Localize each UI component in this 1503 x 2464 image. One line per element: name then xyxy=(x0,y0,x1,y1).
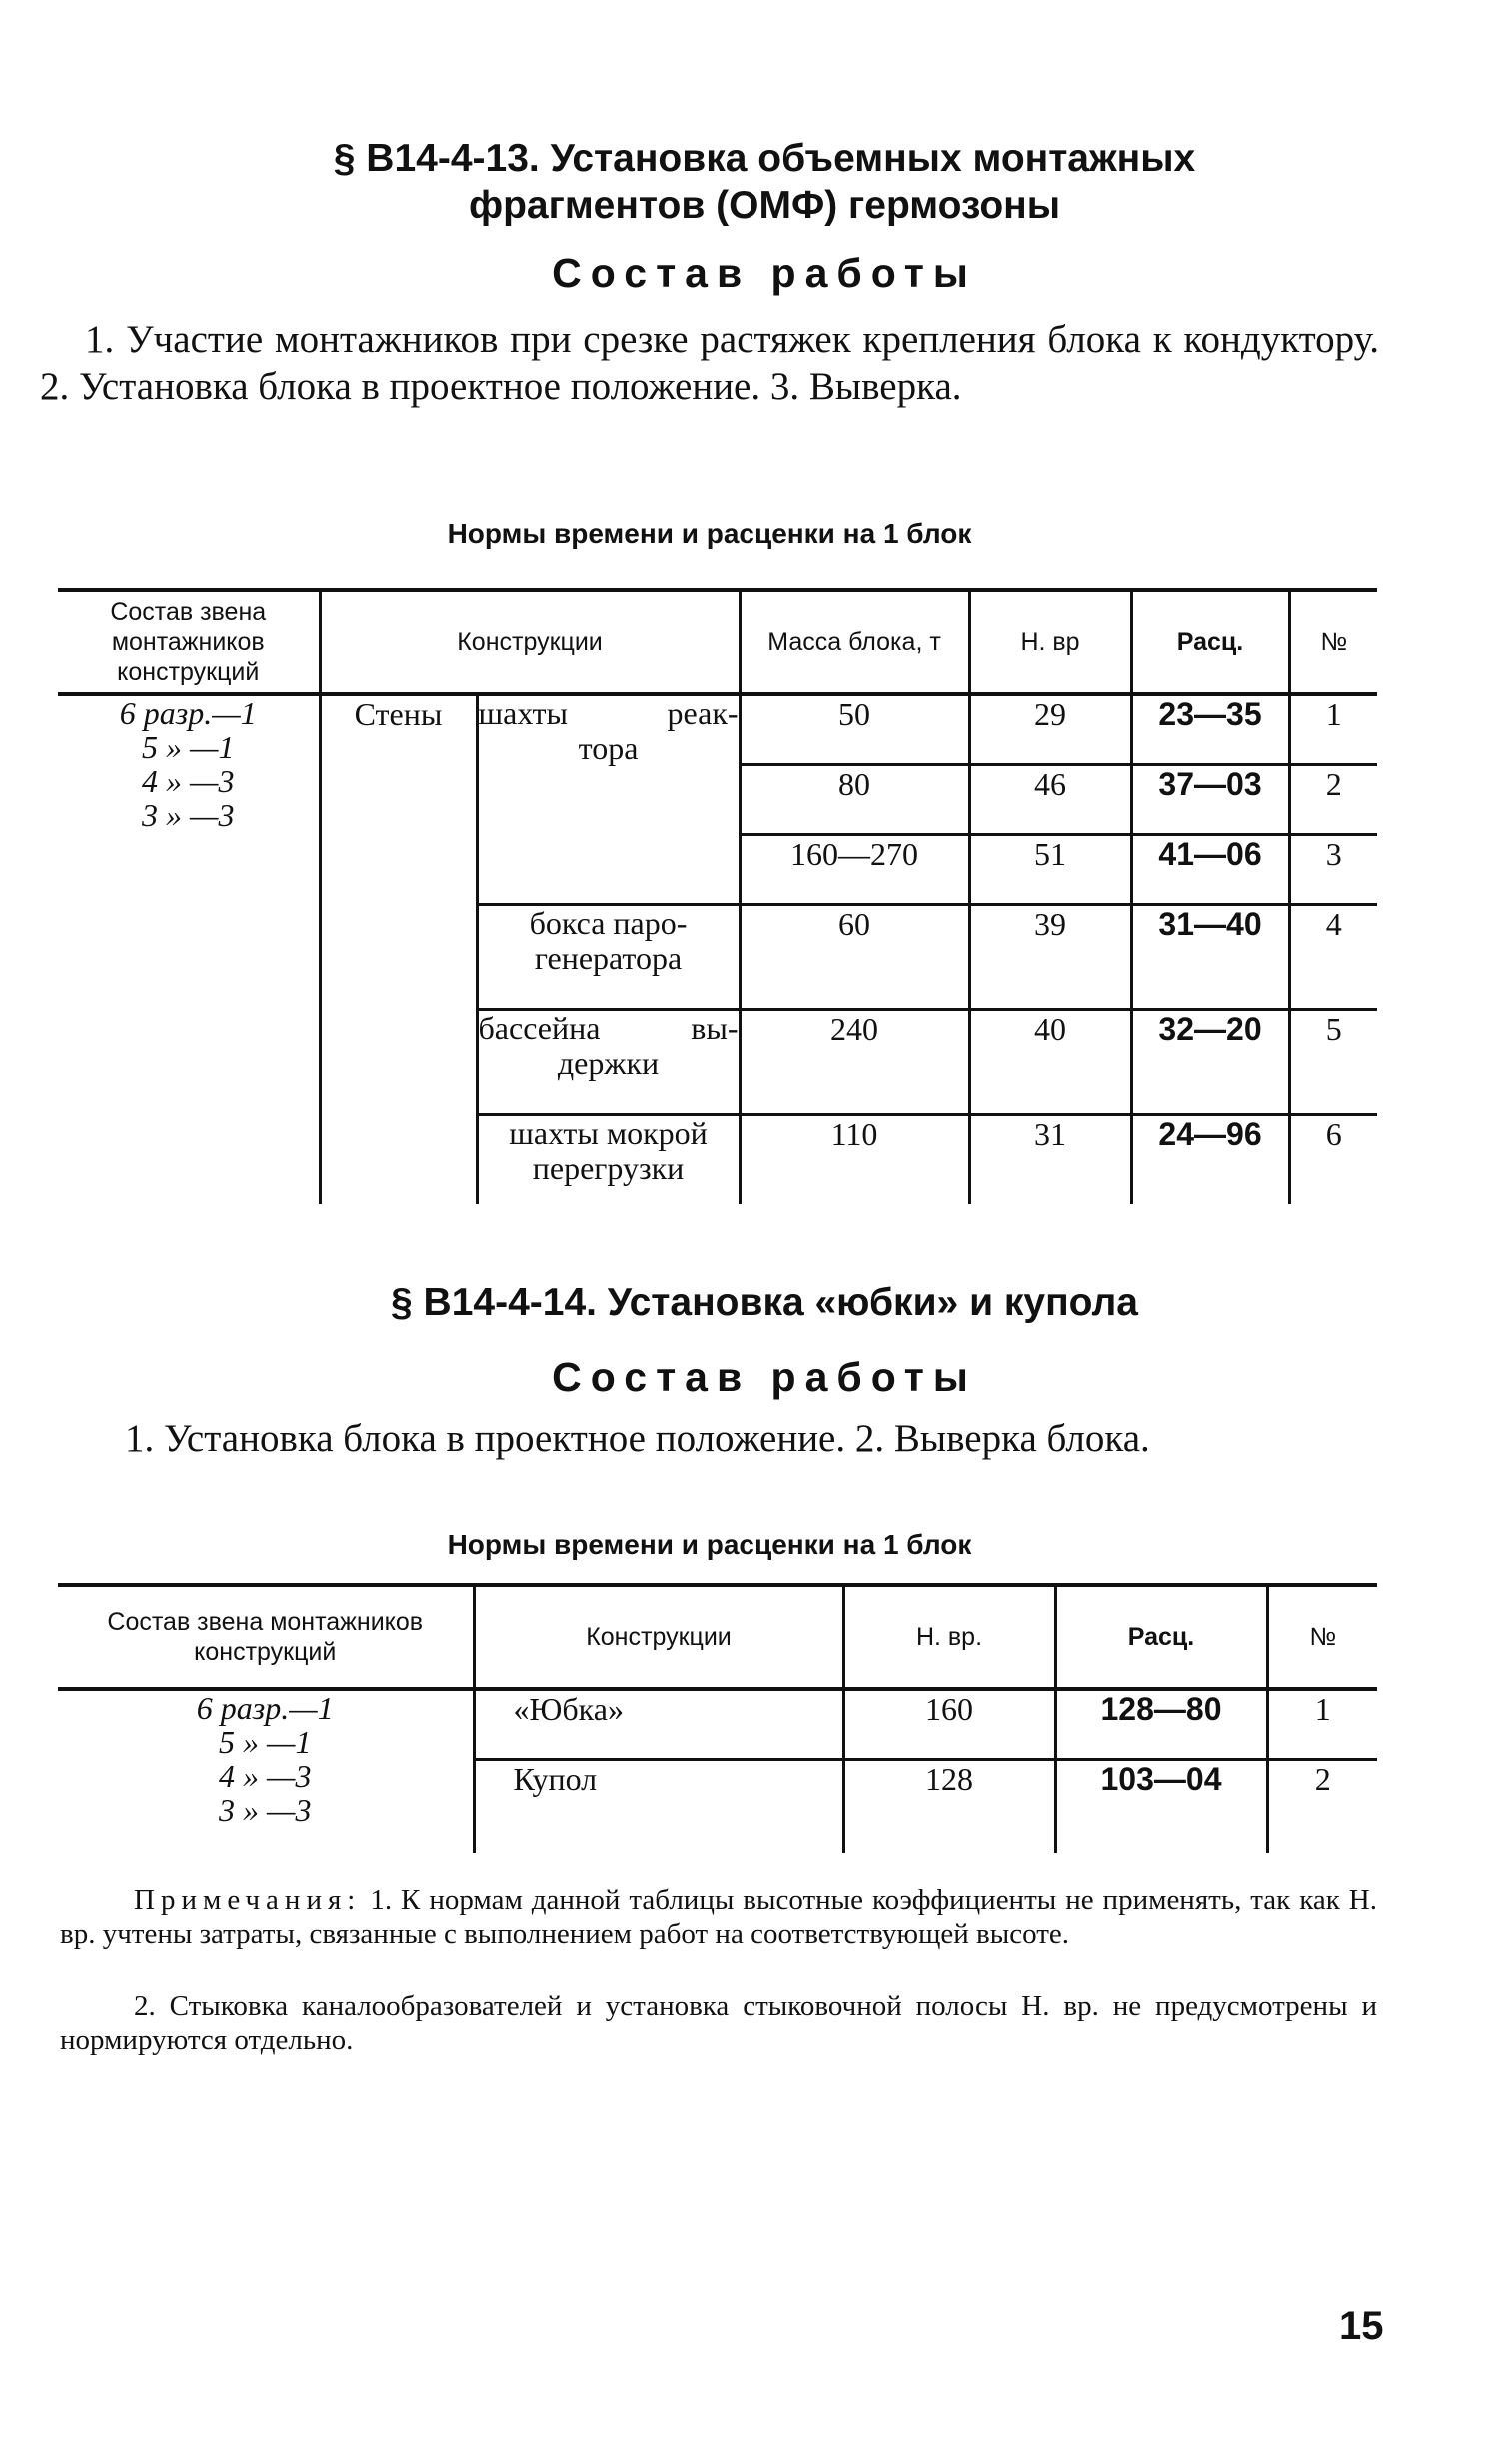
t2-norm: 128 xyxy=(843,1759,1055,1853)
t1-num: 5 xyxy=(1289,1009,1377,1114)
note-1 xyxy=(60,1883,1377,1951)
t1-mass: 160—270 xyxy=(740,834,969,904)
t2-header-norm: Н. вр. xyxy=(843,1585,1055,1689)
t1-num: 4 xyxy=(1289,904,1377,1009)
t1-construction-name: бассейна вы- держки xyxy=(477,1009,740,1114)
t2-construction-name: «Юбка» xyxy=(474,1689,843,1759)
t1-rate: 41—06 xyxy=(1131,834,1289,904)
norms-table-1 xyxy=(58,588,1377,1204)
t2-crew-line: 6 разр.—1 xyxy=(196,1690,334,1726)
t2-crew-line: 3 » —3 xyxy=(219,1792,312,1828)
t1-rate: 32—20 xyxy=(1131,1009,1289,1114)
t1-wall-cell: Стены xyxy=(320,694,477,1204)
t1-crew-line: 4 » —3 xyxy=(142,763,235,799)
t1-norm: 51 xyxy=(969,834,1131,904)
t1-crew-line: 6 разр.—1 xyxy=(119,695,257,731)
t1-norm: 39 xyxy=(969,904,1131,1009)
t1-num: 2 xyxy=(1289,764,1377,834)
section1-heading xyxy=(160,135,1369,229)
t1-rate: 24—96 xyxy=(1131,1114,1289,1204)
t1-num: 1 xyxy=(1289,694,1377,764)
norms-table-2 xyxy=(58,1583,1377,1853)
t2-header-constructions: Конструкции xyxy=(474,1585,843,1689)
t1-header-mass: Масса блока, т xyxy=(740,590,969,694)
t2-norm: 160 xyxy=(843,1689,1055,1759)
section1-heading-line2: фрагментов (ОМФ) гермозоны xyxy=(468,184,1061,227)
t1-mass: 240 xyxy=(740,1009,969,1114)
t1-mass: 110 xyxy=(740,1114,969,1204)
t2-num: 1 xyxy=(1267,1689,1377,1759)
t2-crew-cell xyxy=(58,1689,474,1853)
t1-crew-line: 3 » —3 xyxy=(142,797,235,833)
t1-header-crew: Состав звена монтажников конструкций xyxy=(58,590,320,694)
t2-header-rate: Расц. xyxy=(1055,1585,1267,1689)
section2-subheading: Состав работы xyxy=(552,1354,977,1400)
t1-construction-name: бокса паро- генератора xyxy=(477,904,740,1009)
section1-heading-line1: § В14-4-13. Установка объемных монтажных xyxy=(333,137,1196,180)
note-1-text: 1. К нормам данной таблицы высотные коэффициенты не применять, так как Н. вр. учтены затраты, связанные с выполнением работ на соответствующей высоте. xyxy=(60,1884,1377,1950)
t2-num: 2 xyxy=(1267,1759,1377,1853)
t2-header-crew: Состав звена монтажников конструкций xyxy=(58,1585,474,1689)
t1-construction-name: шахты мокрой перегрузки xyxy=(477,1114,740,1204)
t1-construction-name: шахты реак- тора xyxy=(477,694,740,904)
section1-table-caption: Нормы времени и расценки на 1 блок xyxy=(447,518,972,549)
t1-norm: 31 xyxy=(969,1114,1131,1204)
section2-heading: § В14-4-14. Установка «юбки» и купола xyxy=(391,1281,1138,1324)
t2-rate: 103—04 xyxy=(1055,1759,1267,1853)
t1-rate: 37—03 xyxy=(1131,764,1289,834)
t2-construction-name: Купол xyxy=(474,1759,843,1853)
notes-label: Примечания: xyxy=(134,1884,362,1916)
t1-header-norm: Н. вр xyxy=(969,590,1131,694)
t1-mass: 60 xyxy=(740,904,969,1009)
section1-subheading: Состав работы xyxy=(552,250,977,296)
section2-table-caption: Нормы времени и расценки на 1 блок xyxy=(447,1529,972,1560)
t1-header-constructions: Конструкции xyxy=(320,590,740,694)
t1-header-num: № xyxy=(1289,590,1377,694)
t1-rate: 31—40 xyxy=(1131,904,1289,1009)
section2-work-text: 1. Установка блока в проектное положение. 2. Выверка блока. xyxy=(125,1417,1150,1460)
t1-mass: 80 xyxy=(740,764,969,834)
t2-header-num: № xyxy=(1267,1585,1377,1689)
page-number: 15 xyxy=(1339,2304,1384,2348)
t1-header-rate: Расц. xyxy=(1131,590,1289,694)
t1-mass: 50 xyxy=(740,694,969,764)
t1-norm: 40 xyxy=(969,1009,1131,1114)
section1-work-text: 1. Участие монтажников при срезке растяжек крепления блока к кондуктору. 2. Установка блока в проектное положение. 3. Выверка. xyxy=(40,318,1379,408)
t1-num: 3 xyxy=(1289,834,1377,904)
t2-crew-line: 5 » —1 xyxy=(219,1724,312,1760)
t1-num: 6 xyxy=(1289,1114,1377,1204)
t1-crew-line: 5 » —1 xyxy=(142,729,235,765)
t1-norm: 29 xyxy=(969,694,1131,764)
t1-crew-cell xyxy=(58,694,320,1204)
t2-rate: 128—80 xyxy=(1055,1689,1267,1759)
t1-norm: 46 xyxy=(969,764,1131,834)
t1-rate: 23—35 xyxy=(1131,694,1289,764)
note-2: 2. Стыковка каналообразователей и установка стыковочной полосы Н. вр. не предусмотрены и нормируются отдельно. xyxy=(60,1990,1377,2056)
t2-crew-line: 4 » —3 xyxy=(219,1758,312,1794)
